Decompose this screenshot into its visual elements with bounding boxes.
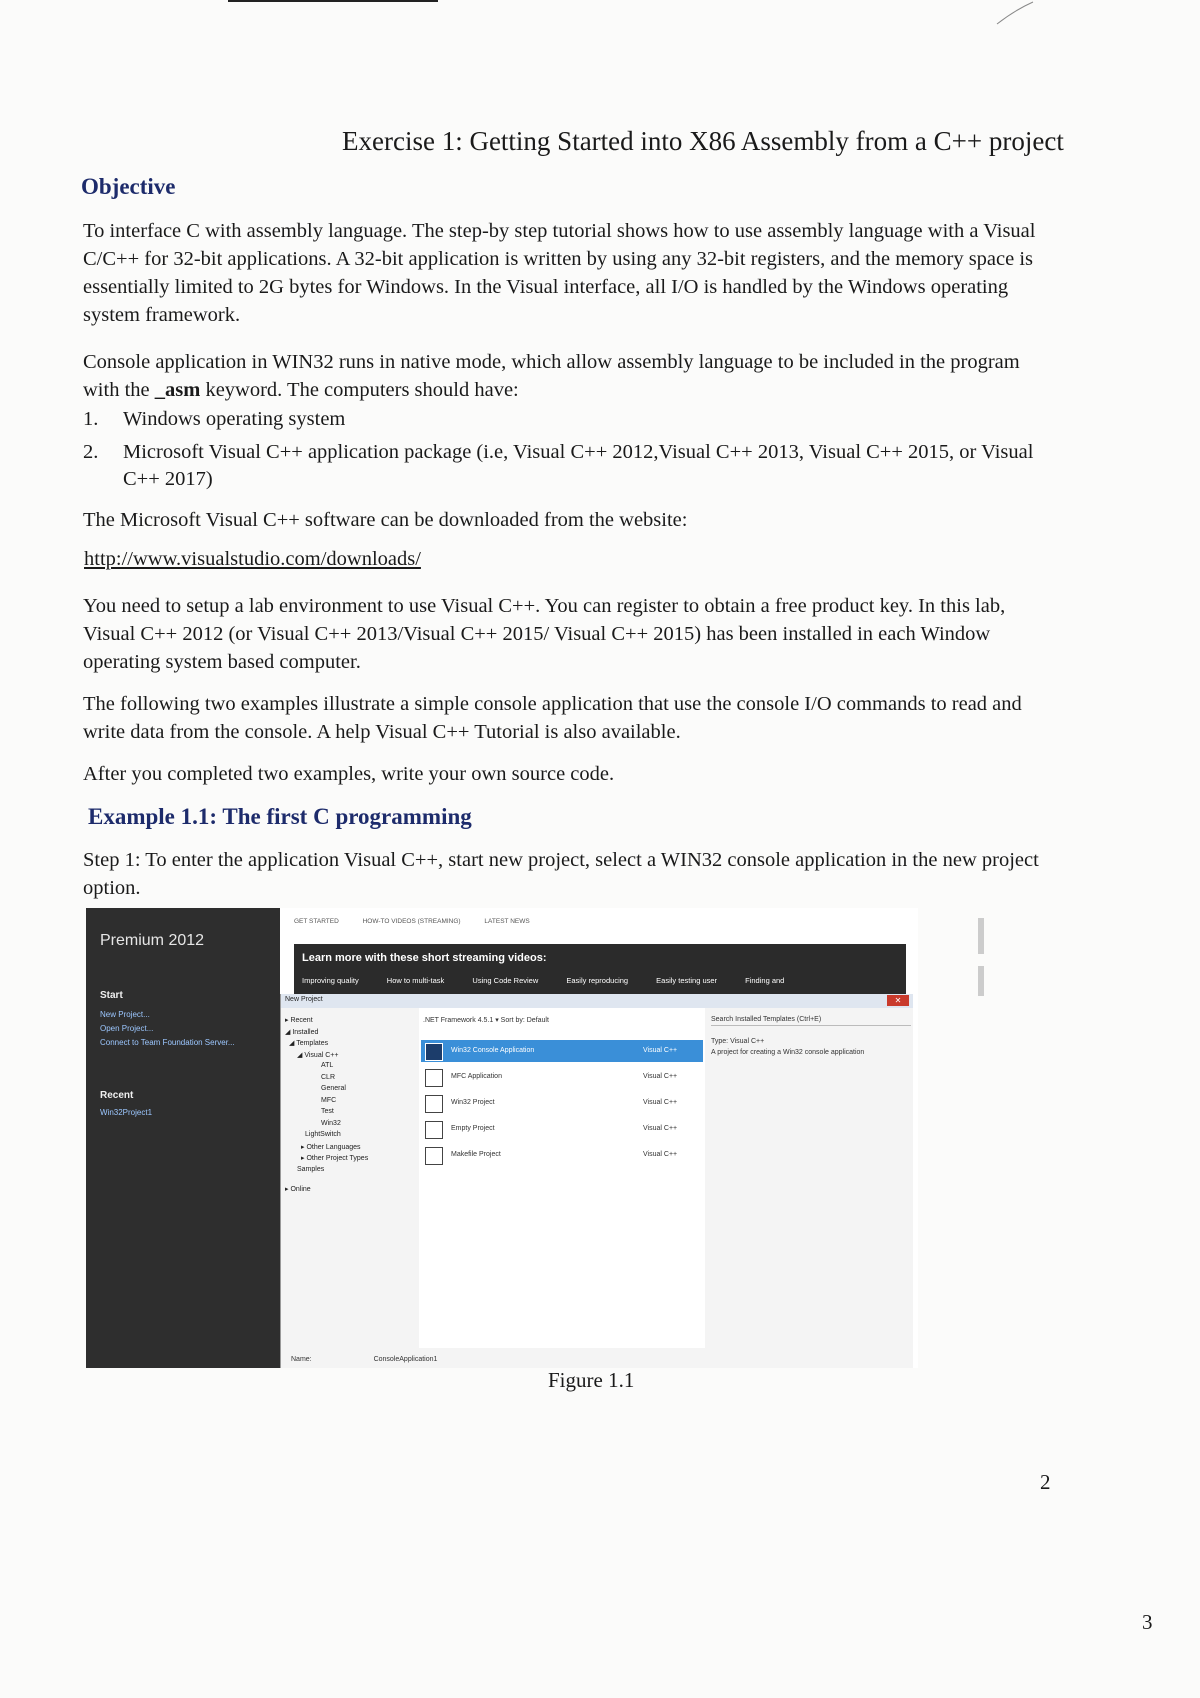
list-number: 1.	[83, 408, 99, 430]
connect-tfs-link[interactable]: Connect to Team Foundation Server...	[100, 1038, 235, 1047]
video-link[interactable]: Using Code Review	[472, 976, 539, 985]
asm-keyword: _asm	[154, 379, 201, 401]
search-templates-input[interactable]: Search Installed Templates (Ctrl+E)	[711, 1016, 911, 1026]
page-number-outer: 3	[1142, 1610, 1153, 1634]
console-app-icon	[425, 1043, 443, 1061]
tree-item[interactable]: LightSwitch	[305, 1131, 341, 1138]
tree-item[interactable]: Samples	[297, 1165, 325, 1173]
para2-text-b: keyword. The computers should have:	[200, 379, 519, 401]
makefile-project-icon	[425, 1147, 443, 1165]
tree-item[interactable]: ATL	[321, 1062, 334, 1069]
open-project-link[interactable]: Open Project...	[100, 1024, 154, 1033]
paragraph-setup: You need to setup a lab environment to use Visual C++. You can register to obtain a free product key. In this lab, Visual C++ 2012 (or Visual C++ 2013/Visual C++ 2015/ Visual C++ 2015) has been installed in each Window operating system based computer.	[83, 595, 1006, 673]
close-icon[interactable]: ✕	[887, 995, 909, 1006]
video-link[interactable]: Improving quality	[302, 976, 359, 985]
objective-heading: Objective	[81, 174, 176, 199]
recent-project-link[interactable]: Win32Project1	[100, 1108, 153, 1117]
template-item[interactable]	[421, 1092, 703, 1114]
template-item[interactable]	[421, 1066, 703, 1088]
download-link[interactable]: http://www.visualstudio.com/downloads/	[84, 548, 421, 570]
figure-screenshot	[86, 908, 918, 1368]
tree-item[interactable]: ▸ Other Project Types	[301, 1155, 369, 1162]
empty-project-icon	[425, 1121, 443, 1139]
template-name: Win32 Console Application	[451, 1047, 535, 1054]
video-link[interactable]: How to multi-task	[386, 976, 445, 985]
paragraph-console	[83, 348, 1053, 404]
template-type: Visual C++	[643, 1099, 678, 1106]
template-name: Makefile Project	[451, 1151, 501, 1158]
banner-title: Learn more with these short streaming videos:	[302, 952, 547, 964]
dialog-titlebar	[281, 994, 913, 1008]
explorer-tab[interactable]	[978, 966, 984, 996]
name-input[interactable]: ConsoleApplication1	[373, 1356, 438, 1363]
start-page-tabs	[294, 918, 552, 925]
template-name: Empty Project	[451, 1125, 495, 1132]
list-text: Microsoft Visual C++ application package (i.e, Visual C++ 2012,Visual C++ 2013, Visual C++ 2015, or Visual C++ 2017)	[123, 441, 1034, 490]
top-rule	[228, 0, 438, 2]
tab-videos[interactable]: HOW-TO VIDEOS (STREAMING)	[362, 918, 461, 925]
figure-caption: Figure 1.1	[548, 1368, 635, 1392]
template-type: Visual C++	[643, 1151, 678, 1158]
tree-item[interactable]: Win32	[321, 1119, 341, 1127]
tree-item[interactable]: ◢ Visual C++	[297, 1051, 339, 1059]
requirements-list	[83, 406, 1063, 493]
template-name: Win32 Project	[451, 1099, 495, 1106]
paragraph-download: The Microsoft Visual C++ software can be downloaded from the website:	[83, 509, 688, 531]
example-heading: Example 1.1: The first C programming	[88, 804, 472, 829]
template-item[interactable]	[421, 1144, 703, 1166]
template-description: A project for creating a Win32 console application	[711, 1049, 865, 1056]
corner-pen-mark	[995, 0, 1035, 26]
tree-item[interactable]: ▸ Other Languages	[301, 1143, 361, 1151]
dialog-title: New Project	[285, 996, 323, 1003]
tab-news[interactable]: LATEST NEWS	[484, 918, 530, 925]
template-item[interactable]	[421, 1118, 703, 1140]
template-type: Visual C++	[643, 1073, 678, 1080]
new-project-dialog	[280, 994, 913, 1368]
template-type-label: Type: Visual C++	[711, 1038, 765, 1045]
tree-item[interactable]: MFC	[321, 1096, 337, 1104]
name-label: Name:	[291, 1356, 312, 1363]
start-label: Start	[100, 990, 123, 1001]
list-text: Windows operating system	[123, 408, 346, 430]
video-link[interactable]: Finding and	[745, 976, 785, 985]
template-name: MFC Application	[451, 1073, 502, 1080]
template-details	[711, 1008, 911, 1056]
mfc-app-icon	[425, 1069, 443, 1087]
template-type: Visual C++	[643, 1047, 678, 1054]
step1-text: Step 1: To enter the application Visual C++, start new project, select a WIN32 console application in the new project option.	[83, 849, 1039, 899]
list-item	[83, 439, 1063, 493]
toolbox-tab[interactable]	[978, 918, 984, 954]
tree-item[interactable]: General	[321, 1085, 346, 1092]
list-item	[83, 406, 1063, 433]
vs-start-page-sidebar	[86, 908, 280, 1368]
win32-project-icon	[425, 1095, 443, 1113]
template-item[interactable]	[421, 1040, 703, 1062]
framework-toolbar[interactable]: .NET Framework 4.5.1 ▾ Sort by: Default	[423, 1017, 549, 1024]
tab-get-started[interactable]: GET STARTED	[294, 918, 339, 925]
videos-banner	[294, 944, 906, 996]
video-links	[302, 976, 810, 985]
template-list	[419, 1008, 705, 1348]
template-tree	[285, 1016, 415, 1197]
vs-brand: Premium 2012	[100, 932, 205, 949]
name-row	[291, 1356, 437, 1363]
vs-main-area	[280, 908, 918, 1368]
paragraph-examples: The following two examples illustrate a simple console application that use the console I/O commands to read and write data from the console. A help Visual C++ Tutorial is also available.	[83, 693, 1022, 743]
template-type: Visual C++	[643, 1125, 678, 1132]
page-title: Exercise 1: Getting Started into X86 Assembly from a C++ project	[342, 126, 1064, 156]
video-link[interactable]: Easily reproducing	[566, 976, 629, 985]
tree-item[interactable]: ▸ Recent	[285, 1017, 313, 1024]
paragraph-assignment: After you completed two examples, write your own source code.	[83, 763, 615, 785]
tree-item[interactable]: ▸ Online	[285, 1186, 311, 1193]
page-number-inner: 2	[1040, 1470, 1051, 1494]
paragraph-intro: To interface C with assembly language. The step-by step tutorial shows how to use assembly language with a Visual C/C++ for 32-bit applications. A 32-bit application is written by using any 32-bit registers, and the memory space is essentially limited to 2G bytes for Windows. In the Visual interface, all I/O is handled by the Windows operating system framework.	[83, 220, 1036, 326]
list-number: 2.	[83, 441, 99, 463]
tree-item[interactable]: Test	[321, 1108, 334, 1115]
para2-text-a: Console application in WIN32 runs in native mode, which allow assembly language to be included in the program with the	[83, 351, 1020, 401]
tree-item[interactable]: CLR	[321, 1073, 336, 1081]
video-link[interactable]: Easily testing user	[656, 976, 718, 985]
tree-item[interactable]: ◢ Installed	[285, 1028, 319, 1036]
recent-label: Recent	[100, 1090, 134, 1101]
tree-item[interactable]: ◢ Templates	[289, 1040, 329, 1047]
side-toolbar-strip	[968, 910, 998, 1350]
new-project-link[interactable]: New Project...	[100, 1010, 150, 1019]
